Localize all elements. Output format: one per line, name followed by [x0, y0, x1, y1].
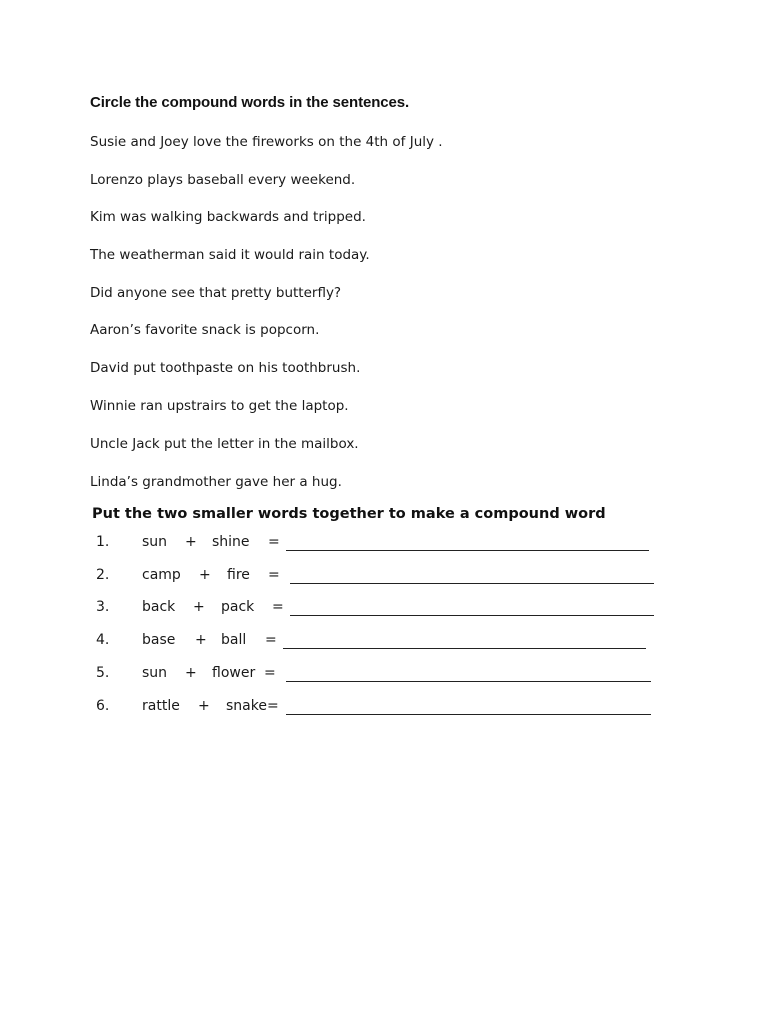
answer-blank[interactable] — [290, 567, 654, 584]
first-word: sun — [142, 534, 168, 550]
exercise-number: 2. — [96, 567, 110, 583]
first-word: sun — [142, 665, 168, 681]
second-word: flower — [212, 665, 256, 681]
first-word: camp — [142, 567, 181, 583]
exercise-row — [0, 698, 768, 720]
section1-title: Circle the compound words in the sentences. — [90, 94, 410, 111]
exercise-row — [0, 567, 768, 589]
section2-title: Put the two smaller words together to make a compound word — [92, 506, 606, 522]
exercise-number: 6. — [96, 698, 110, 714]
second-word: fire — [227, 567, 250, 583]
equals-sign: = — [264, 665, 276, 681]
sentence: Did anyone see that pretty butterfly? — [90, 285, 342, 301]
sentence: Lorenzo plays baseball every weekend. — [90, 172, 356, 188]
second-word: pack — [221, 599, 255, 615]
first-word: rattle — [142, 698, 180, 714]
sentence: David put toothpaste on his toothbrush. — [90, 360, 361, 376]
exercise-row — [0, 599, 768, 621]
equals-sign: = — [268, 567, 280, 583]
exercise-row — [0, 534, 768, 556]
exercise-number: 3. — [96, 599, 110, 615]
answer-blank[interactable] — [286, 698, 651, 715]
first-word: back — [142, 599, 176, 615]
sentence: Susie and Joey love the fireworks on the 4th of July . — [90, 134, 443, 150]
equals-sign: = — [268, 534, 280, 550]
sentence: Kim was walking backwards and tripped. — [90, 209, 366, 225]
exercise-number: 5. — [96, 665, 110, 681]
first-word: base — [142, 632, 176, 648]
sentence: The weatherman said it would rain today. — [90, 247, 370, 263]
answer-blank[interactable] — [286, 665, 651, 682]
second-word: ball — [221, 632, 247, 648]
exercise-row — [0, 632, 768, 654]
plus-sign: + — [185, 665, 197, 681]
equals-sign: = — [272, 599, 284, 615]
second-word: snake= — [226, 698, 279, 714]
answer-blank[interactable] — [286, 534, 649, 551]
exercise-row — [0, 665, 768, 687]
plus-sign: + — [185, 534, 197, 550]
plus-sign: + — [195, 632, 207, 648]
sentence: Uncle Jack put the letter in the mailbox. — [90, 436, 359, 452]
answer-blank[interactable] — [290, 599, 654, 616]
plus-sign: + — [198, 698, 210, 714]
plus-sign: + — [199, 567, 211, 583]
answer-blank[interactable] — [283, 632, 646, 649]
equals-sign: = — [265, 632, 277, 648]
sentence: Winnie ran upstrairs to get the laptop. — [90, 398, 349, 414]
plus-sign: + — [193, 599, 205, 615]
exercise-number: 4. — [96, 632, 110, 648]
exercise-number: 1. — [96, 534, 110, 550]
second-word: shine — [212, 534, 250, 550]
sentence: Linda’s grandmother gave her a hug. — [90, 474, 342, 490]
sentence: Aaron’s favorite snack is popcorn. — [90, 322, 320, 338]
